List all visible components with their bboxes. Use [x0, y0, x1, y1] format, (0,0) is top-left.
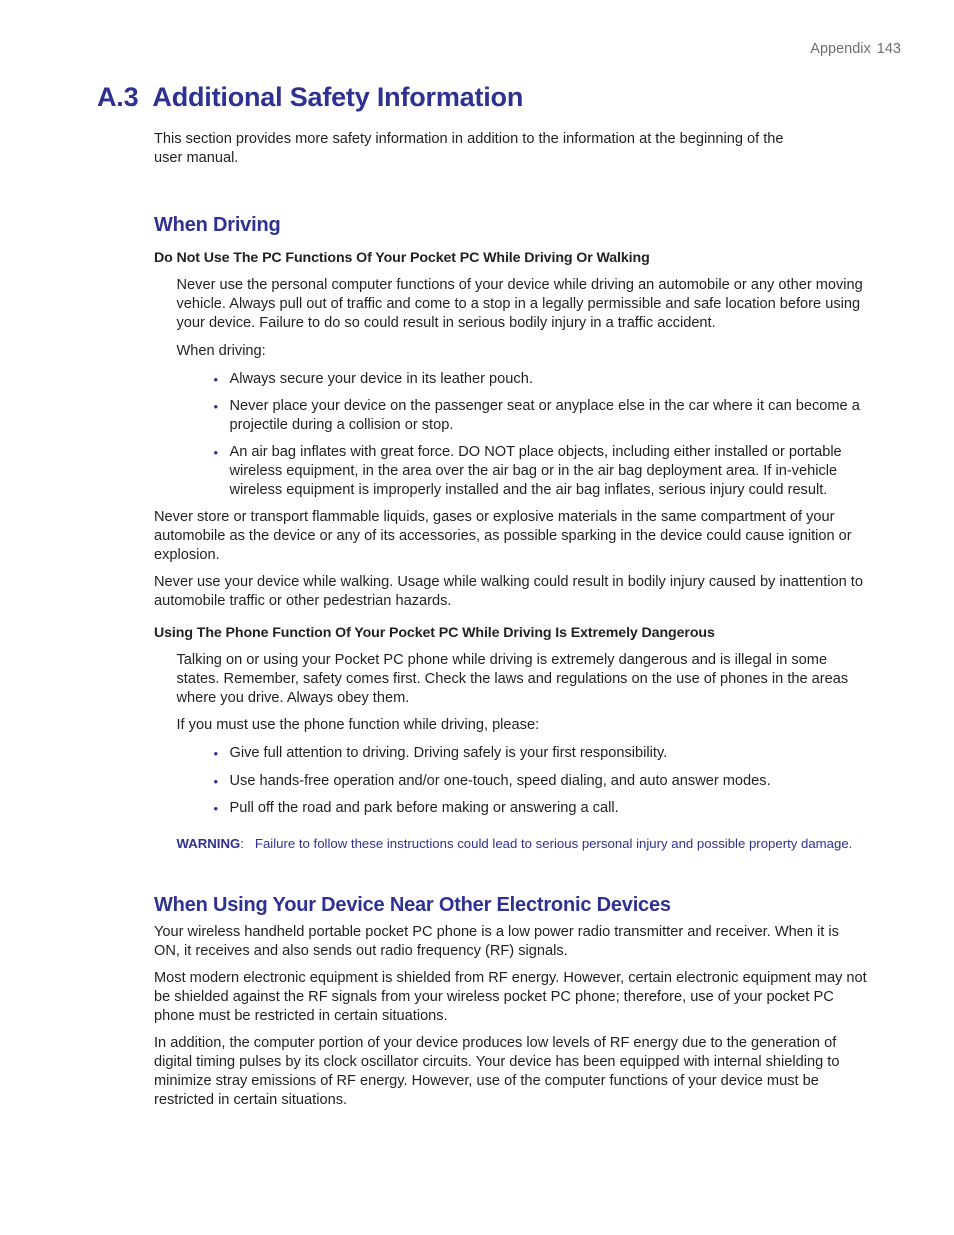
subsection-heading-phone-function: Using The Phone Function Of Your Pocket PC While Driving Is Extremely Dangerous [154, 625, 715, 641]
warning-label: WARNING [176, 836, 241, 851]
intro-paragraph: This section provides more safety information in addition to the information at the beginning of the user manual. [154, 131, 784, 166]
running-header-section: Appendix [810, 41, 871, 57]
paragraph: Never use the personal computer functions of your device while driving an automobile or any other moving vehicle. Always pull out of traffic and come to a stop in a legally permissible and safe location before using your device. Failure to do so could result in serious bodily injury in a traffic accident. [176, 277, 863, 331]
subsection-heading-pc-functions: Do Not Use The PC Functions Of Your Pocket PC While Driving Or Walking [154, 250, 650, 266]
warning-text: Failure to follow these instructions could lead to serious personal injury and possible property damage. [254, 836, 853, 851]
section-heading-electronic: When Using Your Device Near Other Electronic Devices [154, 894, 671, 916]
chapter-number: A.3 [97, 82, 139, 112]
list-lead: If you must use the phone function while driving, please: [176, 717, 540, 733]
list-item: • Always secure your device in its leather pouch. [230, 370, 869, 389]
paragraph: Talking on or using your Pocket PC phone while driving is extremely dangerous and is illegal in some states. Remember, safety comes first. Check the laws and regulations on the use of phones in the areas where you drive. Always obey them. [176, 652, 849, 706]
bullet-list-phone [154, 744, 868, 818]
list-lead: When driving: [176, 343, 266, 359]
list-item: • Pull off the road and park before making or answering a call. [230, 799, 869, 818]
chapter-title [97, 82, 523, 113]
list-item: • Use hands-free operation and/or one-touch, speed dialing, and auto answer modes. [230, 772, 869, 791]
bullet-list-driving [154, 370, 868, 500]
page-content [154, 130, 868, 1110]
chapter-title-text: Additional Safety Information [152, 82, 524, 112]
paragraph: Your wireless handheld portable pocket PC phone is a low power radio transmitter and receiver. When it is ON, it receives and also sends out radio frequency (RF) signals. [154, 924, 839, 959]
paragraph: In addition, the computer portion of your device produces low levels of RF energy due to the generation of digital timing pulses by its clock oscillator circuits. Your device has been equipped with internal shielding to minimize stray emissions of RF energy. However, use of the computer functions of your device must be restricted in certain situations. [154, 1035, 840, 1108]
list-item: • An air bag inflates with great force. DO NOT place objects, including either installed or portable wireless equipment, in the area over the air bag or in the air bag deployment area. If in-vehicle wireless equipment is improperly installed and the air bag inflates, serious injury could result. [230, 443, 869, 500]
section-heading-driving: When Driving [154, 214, 281, 236]
warning-note: WARNING: Failure to follow these instructions could lead to serious personal injury and possible property damage. [176, 836, 853, 851]
paragraph: Most modern electronic equipment is shielded from RF energy. However, certain electronic equipment may not be shielded against the RF signals from your wireless pocket PC phone; therefore, use of your pocket PC phone must be restricted in certain situations. [154, 970, 867, 1024]
list-item: • Never place your device on the passenger seat or anyplace else in the car where it can become a projectile during a collision or stop. [230, 397, 869, 435]
paragraph: Never use your device while walking. Usage while walking could result in bodily injury caused by inattention to automobile traffic or other pedestrian hazards. [154, 574, 863, 609]
paragraph: Never store or transport flammable liquids, gases or explosive materials in the same compartment of your automobile as the device or any of its accessories, as possible sparking in the device could cause ignition or explosion. [154, 509, 852, 563]
list-item: • Give full attention to driving. Driving safely is your first responsibility. [230, 744, 869, 763]
page-number: 143 [876, 41, 901, 57]
running-header [810, 41, 901, 57]
